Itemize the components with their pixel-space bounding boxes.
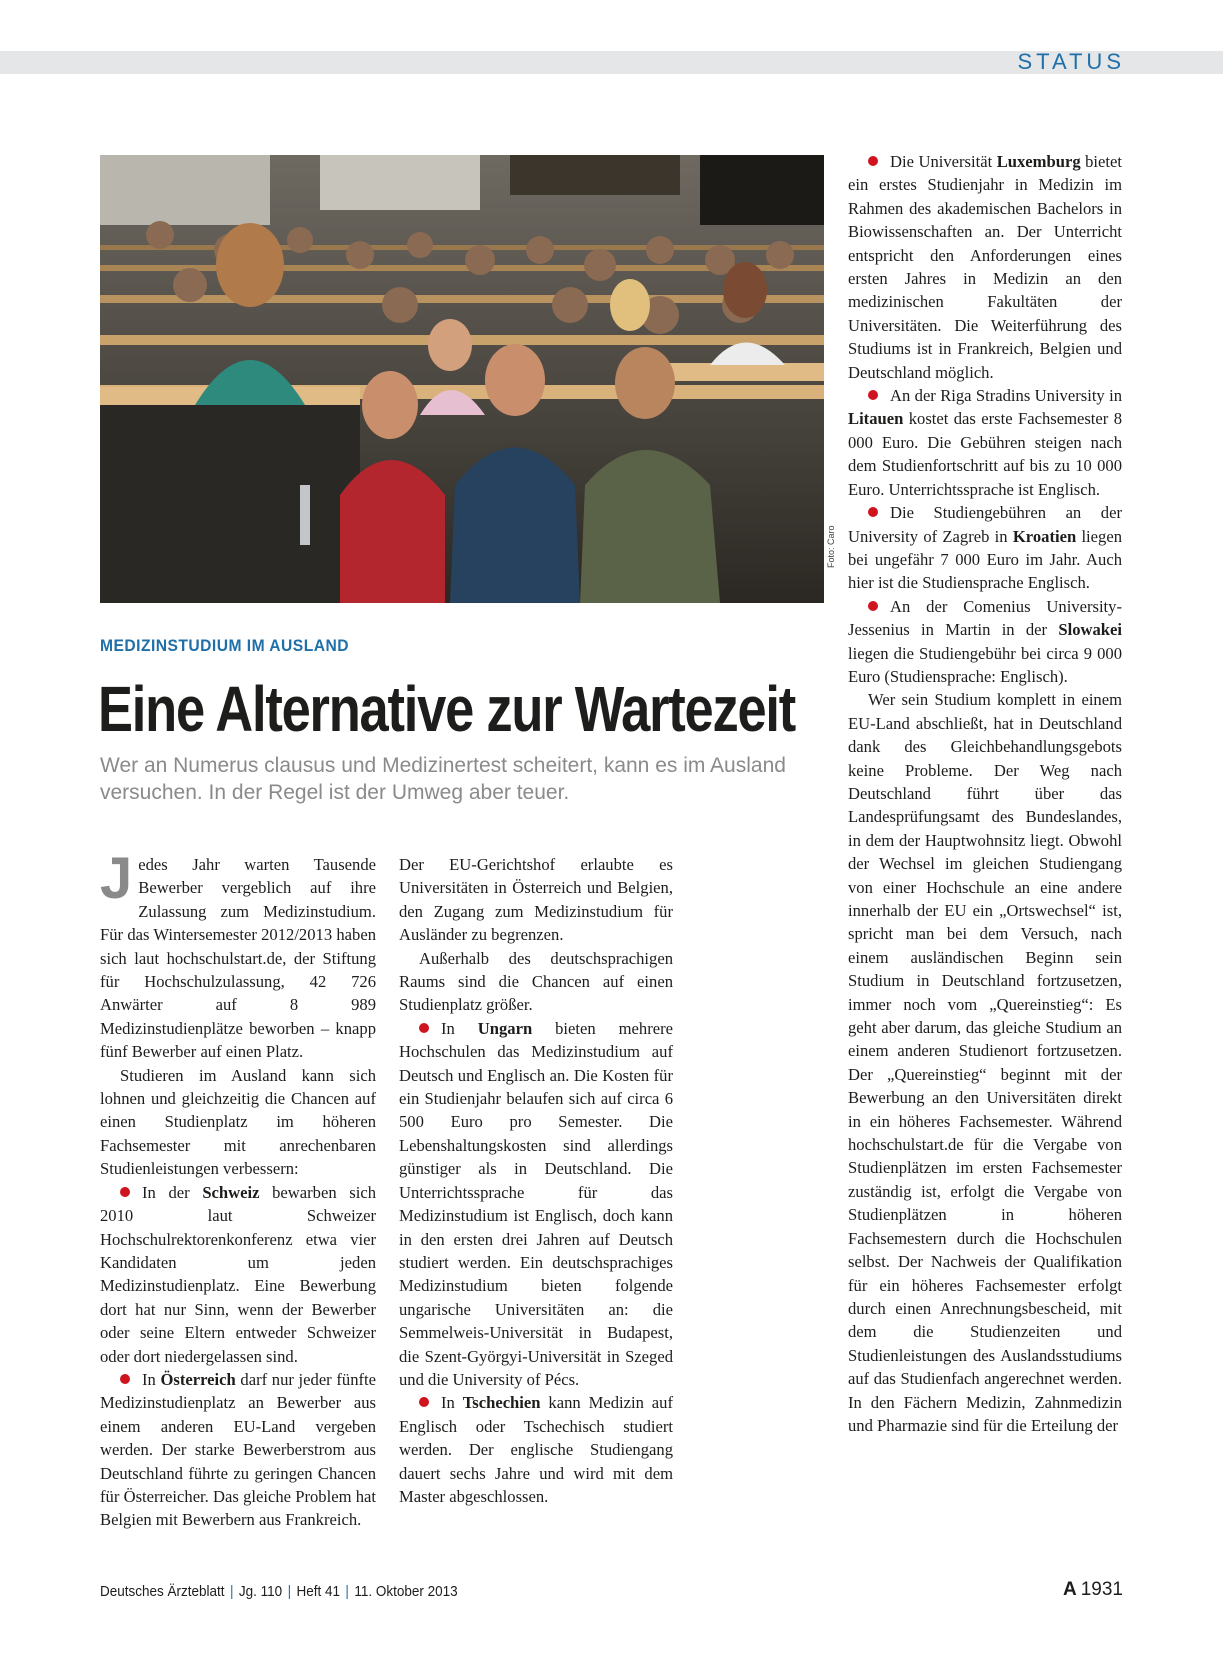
paragraph: Außerhalb des deutschsprachigen Raums sind die Chancen auf einen Studienplatz größer.	[399, 948, 673, 1015]
bullet-dot-icon	[868, 507, 878, 517]
bullet-item: In Ungarn bieten mehrere Hochschulen das Medizinstudium auf Deutsch und Englisch an. Die Kosten für ein Studienjahr belaufen sich auf circa 6 500 Euro pro Semester. Die Lebenshaltungskosten sind allerdings günstiger als in Deutschland. Die Unterrichtssprache für das Medizinstudium ist Englisch, doch kann in den ersten drei Jahren auf Deutsch studiert werden. Ein deutschsprachiges Medizinstudium bieten folgende ungarische Universitäten an: die Semmelweis-Universität in Budapest, die Szent-Györgyi-Universität in Szeged und die University of Pécs.	[399, 1018, 673, 1389]
bullet-dot-icon	[419, 1397, 429, 1407]
article-column-3	[848, 150, 1122, 1437]
footer-separator: |	[345, 1583, 349, 1600]
bullet-dot-icon	[419, 1023, 429, 1033]
bullet-item: An der Comenius University-Jessenius in Martin in der Slowakei liegen die Studiengebühr bei circa 9 000 Euro (Studiensprache: Englisch).	[848, 596, 1122, 686]
bullet-item: In der Schweiz bewarben sich 2010 laut Schweizer Hochschulrektorenkonferenz etwa vier Kandidaten um jeden Medizinstudienplatz. Eine Bewerbung dort hat nur Sinn, wenn der Bewerber oder seine Eltern entweder Schweizer oder dort niedergelassen sind.	[100, 1182, 376, 1366]
article-kicker: MEDIZINSTUDIUM IM AUSLAND	[100, 636, 349, 655]
paragraph-text: edes Jahr warten Tausende Bewerber vergeblich auf ihre Zulassung zum Medizinstudium. Für das Wintersemester 2012/2013 haben sich laut hochschulstart.de, der Stiftung für Hochschulzulassung, 42 726 Anwärter auf 8 989 Medizinstudienplätze beworben – knapp fünf Bewerber auf einen Platz.	[100, 855, 376, 1062]
page-number	[1063, 1579, 1123, 1601]
journal-volume: Jg. 110	[238, 1583, 283, 1600]
drop-cap: J	[100, 846, 133, 911]
bullet-item: In Österreich darf nur jeder fünfte Medizinstudienplatz an Bewerber aus einem anderen EU-Land vergeben werden. Der starke Bewerberstrom aus Deutschland führte zu geringen Chancen für Österreicher. Das gleiche Problem hat Belgien mit Bewerbern aus Frankreich.	[100, 1369, 376, 1530]
journal-name: Deutsches Ärzteblatt	[100, 1583, 225, 1600]
footer-separator: |	[229, 1583, 234, 1600]
bullet-dot-icon	[868, 390, 878, 400]
issue-date: 11. Oktober 2013	[354, 1583, 458, 1600]
paragraph: Wer sein Studium komplett in einem EU-Land abschließt, hat in Deutschland dank des Gleichbehandlungsgebots keine Probleme. Der Weg nach Deutschland führt über das Landesprüfungsamt des Bundeslandes, in dem der Hauptwohnsitz liegt. Obwohl der Wechsel im gleichen Studiengang von einer Hochschule an eine andere innerhalb der EU ein „Ortswechsel“ ist, spricht man bei dem Versuch, nach einem ausländischen Beginn sein Studium in Deutschland fortzusetzen, immer noch vom „Quereinstieg“: Es geht aber darum, das gleiche Studium an einem anderen Studienort fortzusetzen. Der „Quereinstieg“ beginnt mit der Bewerbung an den Universitäten direkt in ein höheres Fachsemester. Während hochschulstart.de für die Vergabe von Studienplätzen im ersten Fachsemester zuständig ist, erfolgt die Vergabe von Studienplätzen in höheren Fachsemestern durch die Hochschulen selbst. Der Nachweis der Qualifikation für ein höheres Fachsemester erfolgt durch einen Anrechnungsbescheid, mit dem die Studienzeiten und Studienleistungen des Auslandsstudiums auf das Studienfach angerechnet werden. In den Fächern Medizin, Zahnmedizin und Pharmazie sind für die Erteilung der	[848, 690, 1122, 1435]
footer-separator: |	[287, 1583, 292, 1600]
lecture-hall-photo	[100, 155, 824, 603]
bullet-dot-icon	[868, 156, 878, 166]
bullet-item: Die Studiengebühren an der University of Zagreb in Kroatien liegen bei ungefähr 7 000 Euro im Jahr. Auch hier ist die Studiensprache Englisch.	[848, 503, 1122, 593]
photo-credit: Foto: Caro	[826, 525, 836, 568]
journal-issue: Heft 41	[296, 1583, 341, 1600]
article-column-2	[399, 853, 673, 1508]
bullet-dot-icon	[120, 1187, 130, 1197]
paragraph	[100, 846, 376, 1064]
section-label: STATUS	[1017, 49, 1125, 74]
bullet-dot-icon	[868, 601, 878, 611]
article-headline: Eine Alternative zur Wartezeit	[98, 673, 796, 745]
bullet-item: An der Riga Stradins University in Litauen kostet das erste Fachsemester 8 000 Euro. Die Gebühren steigen nach dem Studienfortschritt auf bis zu 10 000 Euro. Unterrichtssprache ist Englisch.	[848, 386, 1122, 499]
paragraph: Der EU-Gerichtshof erlaubte es Universitäten in Österreich und Belgien, den Zugang zum Medizinstudium für Ausländer zu begrenzen.	[399, 855, 673, 945]
bullet-dot-icon	[120, 1374, 130, 1384]
bullet-item: Die Universität Luxemburg bietet ein erstes Studienjahr in Medizin im Rahmen des akademischen Bachelors in Biowissenschaften an. Der Unterricht entspricht den Anforderungen eines ersten Jahres in Medizin an den medizinischen Fakultäten der Universitäten. Die Weiterführung des Studiums ist in Frankreich, Belgien und Deutschland möglich.	[848, 152, 1122, 382]
paragraph: Studieren im Ausland kann sich lohnen und gleichzeitig die Chancen auf einen Studienplatz im höheren Fachsemester mit anrechenbaren Studienleistungen verbessern:	[100, 1065, 376, 1179]
page-footer	[100, 1583, 458, 1600]
page-number-value: 1931	[1080, 1579, 1123, 1600]
bullet-item: In Tschechien kann Medizin auf Englisch oder Tschechisch studiert werden. Der englische Studiengang dauert sechs Jahre und wird mit dem Master abgeschlossen.	[399, 1393, 673, 1506]
page-prefix: A	[1062, 1579, 1077, 1600]
article-column-1	[100, 846, 376, 1532]
article-deck: Wer an Numerus clausus und Medizinertest scheitert, kann es im Ausland versuchen. In der Regel ist der Umweg aber teuer.	[100, 754, 786, 804]
